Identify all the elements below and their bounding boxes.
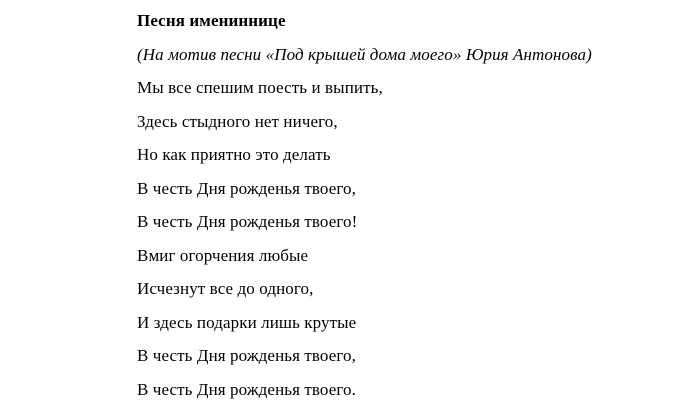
song-subtitle: (На мотив песни «Под крышей дома моего» Юрия Антонова)	[137, 44, 592, 64]
lyric-line: В честь Дня рожденья твоего,	[137, 178, 356, 198]
lyric-line: Вмиг огорчения любые	[137, 245, 309, 265]
lyric-line: Здесь стыдного нет ничего,	[137, 111, 338, 131]
song-title: Песня имениннице	[137, 11, 286, 30]
lyric-line: Но как приятно это делать	[137, 145, 331, 164]
lyric-line: В честь Дня рожденья твоего.	[137, 379, 356, 399]
lyric-line: Исчезнут все до одного,	[137, 279, 314, 298]
lyric-line: В честь Дня рожденья твоего!	[137, 212, 358, 231]
lyric-line: И здесь подарки лишь крутые	[137, 312, 357, 332]
lyric-line: Мы все спешим поесть и выпить,	[137, 78, 383, 97]
lyric-line: В честь Дня рожденья твоего,	[137, 346, 356, 365]
